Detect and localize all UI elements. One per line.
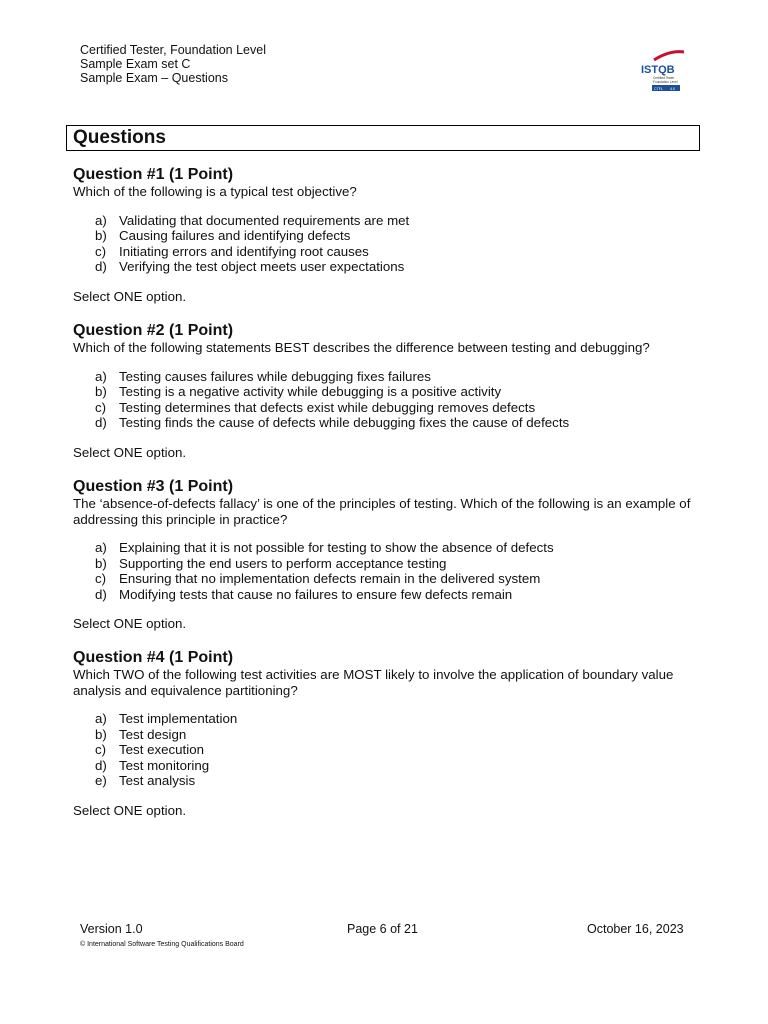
option-c: c) Testing determines that defects exist while debugging removes defects: [95, 399, 536, 415]
option-b: b) Causing failures and identifying defects: [95, 228, 351, 243]
select-instruction: Select ONE option.: [73, 802, 187, 818]
option-a: a) Test implementation: [95, 711, 238, 726]
question-3: [73, 478, 703, 632]
question-text: Which TWO of the following test activities are MOST likely to involve the application of boundary value analysis and equivalence partitioning?: [73, 667, 674, 698]
footer-page-number: Page 6 of 21: [347, 922, 418, 936]
question-title: Question #4 (1 Point): [73, 649, 234, 666]
footer-version: Version 1.0: [80, 922, 143, 936]
footer-date: October 16, 2023: [587, 922, 684, 936]
option-c: c) Initiating errors and identifying root causes: [95, 243, 369, 259]
option-list: [73, 540, 703, 602]
footer-copyright: © International Software Testing Qualifications Board: [80, 941, 244, 948]
svg-text:4.0: 4.0: [670, 86, 675, 91]
istqb-logo: [636, 48, 688, 94]
option-d: d) Test monitoring: [95, 757, 210, 773]
option-list: [73, 711, 703, 789]
section-header-box: [66, 125, 700, 151]
question-title: Question #2 (1 Point): [73, 322, 234, 339]
header-doc-type: Sample Exam – Questions: [80, 71, 228, 85]
select-instruction: Select ONE option.: [73, 444, 187, 460]
option-a: a) Testing causes failures while debugging fixes failures: [95, 368, 431, 384]
option-list: [73, 369, 703, 431]
option-e: e) Test analysis: [95, 773, 196, 788]
svg-text:Foundation Level: Foundation Level: [653, 80, 678, 84]
header-title: Certified Tester, Foundation Level: [80, 43, 266, 57]
svg-text:Certified Tester: Certified Tester: [653, 76, 675, 80]
select-instruction: Select ONE option.: [73, 616, 187, 631]
option-b: b) Supporting the end users to perform acceptance testing: [95, 555, 447, 571]
question-text: Which of the following statements BEST describes the difference between testing and debugging?: [73, 340, 650, 355]
question-text: Which of the following is a typical test objective?: [73, 184, 357, 199]
question-1: [73, 166, 703, 304]
question-title: Question #3 (1 Point): [73, 478, 234, 495]
header-exam-set: Sample Exam set C: [80, 57, 191, 71]
option-c: c) Test execution: [95, 742, 205, 757]
option-a: a) Validating that documented requirements are met: [95, 212, 410, 228]
option-d: d) Testing finds the cause of defects while debugging fixes the cause of defects: [95, 415, 570, 430]
question-4: [73, 649, 703, 818]
svg-text:ISTQB: ISTQB: [641, 64, 675, 76]
document-header: [80, 43, 266, 85]
question-2: [73, 322, 703, 460]
option-d: d) Verifying the test object meets user expectations: [95, 259, 405, 274]
question-title: Question #1 (1 Point): [73, 166, 234, 183]
option-list: [73, 213, 703, 275]
question-text: The ‘absence-of-defects fallacy’ is one of the principles of testing. Which of the following is an example of addressing this principle in practice?: [73, 496, 691, 527]
option-d: d) Modifying tests that cause no failures to ensure few defects remain: [95, 586, 513, 602]
option-c: c) Ensuring that no implementation defects remain in the delivered system: [95, 571, 541, 586]
section-title: Questions: [73, 127, 166, 148]
svg-text:CTFL: CTFL: [654, 86, 663, 91]
option-b: b) Testing is a negative activity while debugging is a positive activity: [95, 384, 502, 399]
option-a: a) Explaining that it is not possible for testing to show the absence of defects: [95, 540, 554, 555]
option-b: b) Test design: [95, 726, 187, 742]
select-instruction: Select ONE option.: [73, 288, 187, 304]
